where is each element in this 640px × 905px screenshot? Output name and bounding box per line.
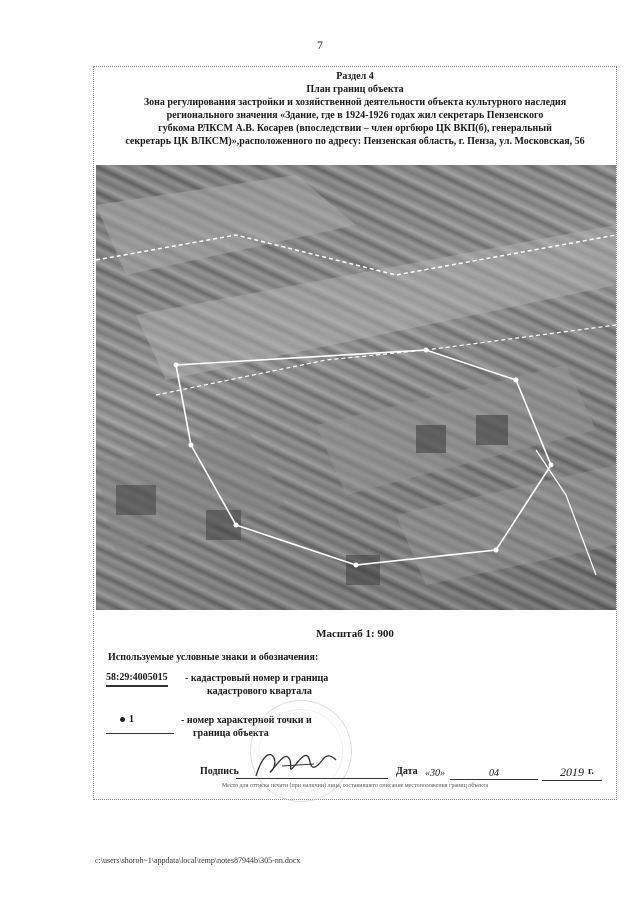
legend-title: Используемые условные знаки и обозначения: <box>108 652 319 663</box>
legend-cadastral-text-1: - кадастровый номер и граница <box>185 673 329 684</box>
legend-point-label: 1 <box>129 714 134 725</box>
handwritten-signature <box>252 746 342 782</box>
legend-point-text-1: - номер характерной точки и <box>181 715 312 726</box>
page-number: 7 <box>317 38 323 52</box>
file-path: c:\users\shoroh~1\appdata\local\temp\notes87944b\305-nn.docx <box>95 856 301 865</box>
boundary-point <box>514 378 519 383</box>
boundary-point <box>354 563 359 568</box>
boundary-point <box>424 348 429 353</box>
legend-cadastral-description <box>185 672 328 698</box>
header-line-1: Зона регулирования застройки и хозяйственной деятельности объекта культурного наследия <box>143 97 567 108</box>
stamp-footnote: Место для оттиска печати (при наличии) лица, составившего описание местоположения границ объекта <box>221 783 489 789</box>
boundary-point <box>494 548 499 553</box>
date-label: Дата <box>396 766 418 777</box>
boundary-point <box>549 463 554 468</box>
building-shape <box>396 465 616 585</box>
legend-point-symbol <box>106 714 174 734</box>
boundary-point <box>189 443 194 448</box>
signature-label: Подпись <box>200 766 239 777</box>
date-month: 04 <box>450 768 538 780</box>
date-suffix: г. <box>588 766 594 777</box>
legend-cadastral-code: 58:29:4005015 <box>106 672 168 687</box>
aerial-map <box>96 165 616 610</box>
date-day: «30» <box>425 768 445 779</box>
signature-date <box>424 765 602 781</box>
map-scale: Масштаб 1: 900 <box>316 628 394 640</box>
legend-point-text-2: граница объекта <box>193 728 269 739</box>
shadow-patch <box>476 415 508 445</box>
point-dot-icon <box>120 717 125 722</box>
document-header <box>93 70 617 148</box>
building-shape <box>96 175 356 275</box>
boundary-point <box>234 523 239 528</box>
map-overlay <box>96 165 616 610</box>
plan-title: План границ объекта <box>306 84 404 95</box>
shadow-patch <box>346 555 380 585</box>
legend-cadastral-text-2: кадастрового квартала <box>207 686 312 697</box>
building-shape <box>316 365 596 495</box>
header-line-2: регионального значения «Здание, где в 1924-1926 годах жил секретарь Пензенского <box>166 110 544 121</box>
shadow-patch <box>116 485 156 515</box>
date-year: 2019 <box>542 765 602 781</box>
header-line-4: секретарь ЦК ВЛКСМ)»,расположенного по адресу: Пензенская область, г. Пенза, ул. Московская, 56 <box>125 136 585 147</box>
shadow-patch <box>416 425 446 453</box>
section-title: Раздел 4 <box>336 71 374 82</box>
boundary-point <box>174 363 179 368</box>
header-line-3: губкома РЛКСМ А.В. Косарев (впоследствии – член оргбюро ЦК ВКП(б), генеральный <box>158 123 552 134</box>
